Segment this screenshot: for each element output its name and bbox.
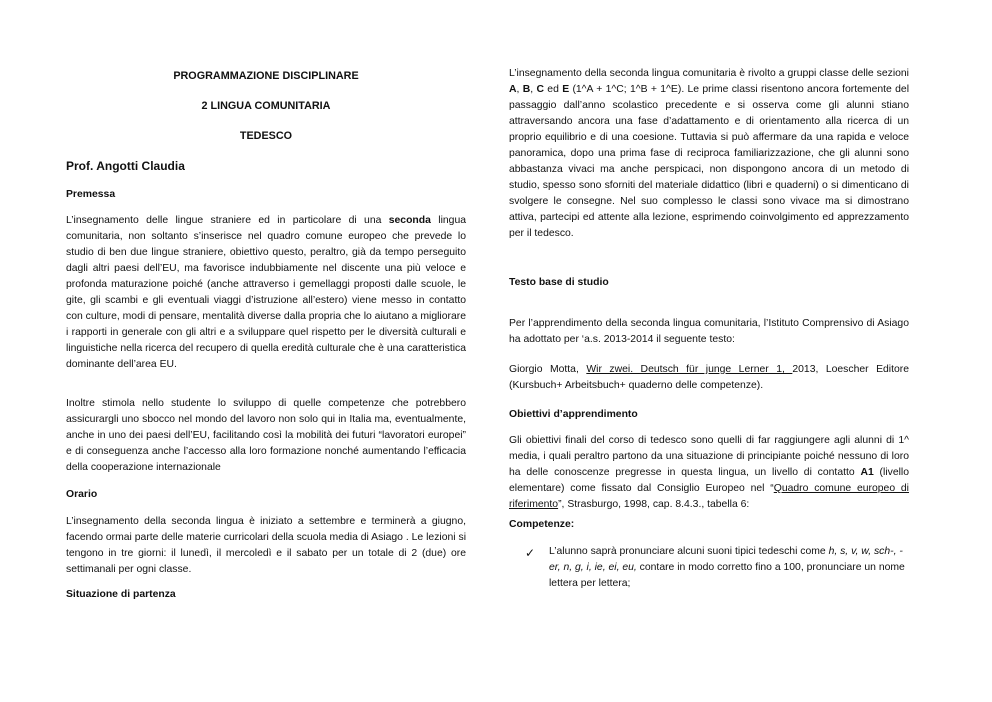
text-run: ed	[543, 84, 563, 95]
paragraph-book	[509, 362, 909, 394]
teacher-name: Prof. Angotti Claudia	[66, 159, 185, 173]
text-run: ”, Strasburgo, 1998, cap. 8.4.3., tabella 6:	[558, 499, 750, 510]
title-lingua: 2 LINGUA COMUNITARIA	[201, 100, 331, 112]
heading-situazione: Situazione di partenza	[66, 589, 176, 600]
text-run: ,	[530, 84, 537, 95]
paragraph-inoltre: Inoltre stimola nello studente lo sviluppo di quelle competenze che potrebbero assicurargli uno sbocco nel mondo del lavoro non solo qui in Italia ma, eventualmente, anche in uno dei paesi dell’EU, facilitando così la mobilità dei futuri “lavoratori europei” e di conseguenza anche l’accesso alla loro formazione nonché aumentando l’efficacia della cooperazione internazionale	[66, 398, 466, 473]
paragraph-premessa	[66, 213, 466, 373]
text-run: ,	[516, 84, 523, 95]
paragraph-orario: L’insegnamento della seconda lingua è iniziato a settembre e terminerà a giugno, facendo ormai parte delle materie curricolari della scuola media di Asiago . Le lezioni si tengono in tre giorni: il lunedì, il mercoledì e il sabato per un totale di 2 (due) ore settimanali per ogni classe.	[66, 516, 466, 575]
right-column	[509, 0, 909, 589]
heading-obiettivi: Obiettivi d’apprendimento	[509, 409, 638, 420]
section-b: B	[522, 84, 531, 95]
text-run: L’insegnamento delle lingue straniere ed in particolare di una	[66, 215, 389, 226]
heading-orario: Orario	[66, 489, 98, 500]
section-e: E	[562, 84, 570, 95]
sounds-list: h, s, v, w, sch-, -er, n, g, i, ie, ei, eu,	[549, 546, 903, 573]
title-programmazione: PROGRAMMAZIONE DISCIPLINARE	[173, 70, 359, 82]
text-run: L’insegnamento della seconda lingua comunitaria è rivolto a gruppi classe delle sezioni	[509, 68, 909, 79]
quadro-reference: Quadro comune europeo di riferimento	[509, 483, 909, 510]
paragraph-testo: Per l’apprendimento della seconda lingua comunitaria, l’Istituto Comprensivo di Asiago ha adottato per ‘a.s. 2013-2014 il seguente testo:	[509, 318, 909, 345]
text-run: L’alunno saprà pronunciare alcuni suoni tipici tedeschi come	[549, 546, 829, 557]
level-a1: A1	[860, 467, 874, 478]
text-run: Giorgio Motta,	[509, 364, 587, 375]
section-c: C	[536, 84, 544, 95]
paragraph-obiettivi	[509, 433, 909, 513]
check-icon: ✓	[525, 546, 536, 560]
section-a: A	[509, 84, 517, 95]
text-run: (1^A + 1^C; 1^B + 1^E). Le prime classi risentono ancora fortemente del passaggio dall’anno scolastico precedente e si osserva come gli alunni stiano attraversando ancora una fase d’adattamento e di orientamento alla ricerca di un proprio equilibrio e di una coesione. Tuttavia si può affermare da una rapida e veloce panoramica, dopo una prima fase di reciproca familiarizzazione, che gli alunni sono abbastanza vivaci ma anche perspicaci, non dispongono ancora di un metodo di studio, spesso sono sforniti del materiale didattico (libri e quaderni) o si dimenticano di svolgere le consegne. Nel suo complesso le classi sono vivace ma si dimostrano attiva, partecipi ed attente alla lezione, esprimendo coinvolgimento ed apprezzamento per il tedesco.	[509, 84, 909, 239]
book-title: Wir zwei. Deutsch für junge Lerner 1,	[586, 364, 793, 375]
text-run: contare in modo corretto fino a 100, pronunciare un nome lettera per lettera;	[549, 562, 905, 589]
paragraph-situazione	[509, 66, 909, 242]
bold-seconda: seconda	[388, 215, 431, 226]
heading-testo-base: Testo base di studio	[509, 277, 609, 288]
title-tedesco: TEDESCO	[239, 130, 293, 142]
heading-competenze: Competenze:	[509, 519, 575, 530]
heading-premessa: Premessa	[66, 189, 116, 200]
text-run: lingua comunitaria, non soltanto s’inserisce nel quadro comune europeo che prevede lo studio di ben due lingue straniere, obiettivo questo, peraltro, già da tempo perseguito dagli altri paesi dell’EU, ma favorisce indubbiamente nel discente una più veloce e profonda maturazione poiché (anche attraverso i gemellaggi proposti dalle scuole, le gite, gli scambi e gli eventuali viaggi d’istruzione all’estero) viene messo in contatto con culture, modi di pensare, mentalità diverse dalla propria che lo aiutano a migliorare i rapporti in generale con gli altri e a sviluppare quel rispetto per le diversità culturali e linguistiche nella ricerca del recupero di quella eredità culturale che è una caratteristica dominante dell’area EU.	[66, 215, 467, 370]
competence-bullet	[509, 544, 909, 592]
text-run: Gli obiettivi finali del corso di tedesco sono quelli di far raggiungere agli alunni di 1^ media, i quali peraltro partono da una situazione di principiante poiché nessuno di loro ha delle conoscenze pregresse in questa lingua, un livello di contatto	[509, 435, 909, 478]
text-run: (livello elementare) come fissato dal Consiglio Europeo nel “	[509, 467, 909, 494]
text-run: 2013, Loescher Editore (Kursbuch+ Arbeitsbuch+ quaderno delle competenze).	[509, 364, 909, 391]
